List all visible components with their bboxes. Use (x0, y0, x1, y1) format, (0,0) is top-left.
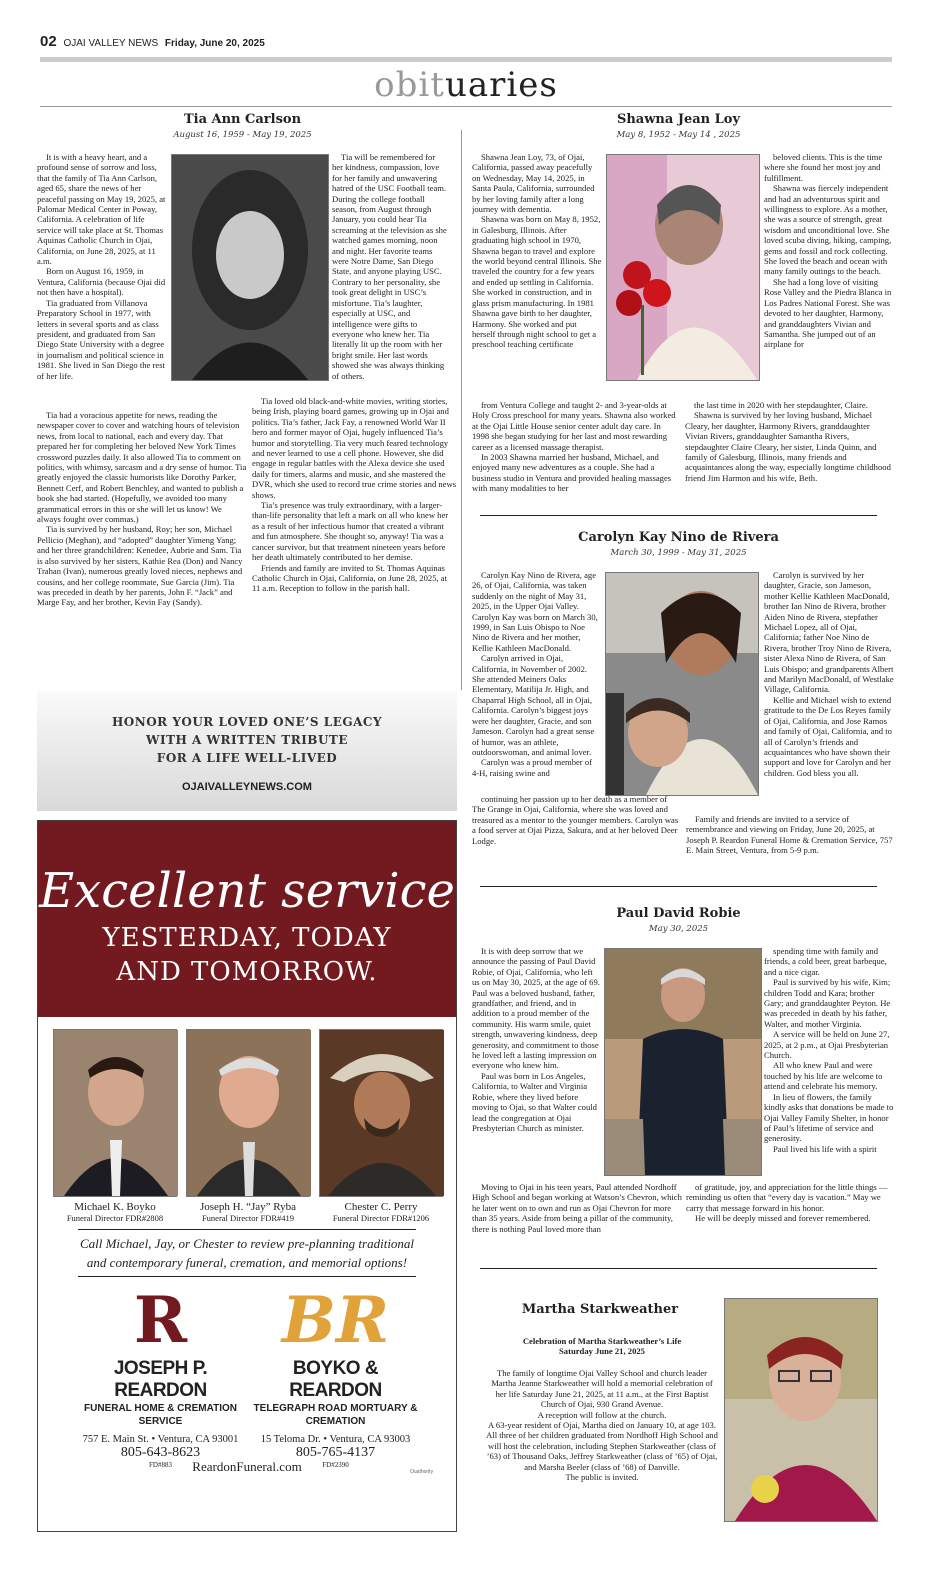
director-card (53, 1029, 177, 1223)
firm-subtitle: FUNERAL HOME & CREMATION SERVICE (84, 1403, 237, 1427)
obit-text: Tia will be remembered for her kindness, compassion, love for her family and unwavering hatred of the USC Football team. During the college football season, from August through January, you could hear Tia screaming at the television as she watched games morning, noon and night. Her favorite teams were Notre Dame, San Diego State, and anyone playing USC. Contrary to her personality, she took great delight in USC’s misfortune. Tia’s laughter, especially at USC, and intelligence were gifts to everyone who knew her. Tia literally lit up the room with her bright smile. Her last words showed she was always thinking of others. (332, 152, 447, 381)
section-title: obituaries (40, 64, 892, 107)
reardon-firm (78, 1283, 243, 1469)
ad-script-title: Excellent service (39, 863, 455, 919)
ad-banner (38, 821, 456, 1017)
ad-line: WITH A WRITTEN TRIBUTE (145, 733, 348, 747)
ad-subtitle: YESTERDAY, TODAY (102, 923, 392, 953)
director-photo (319, 1029, 443, 1197)
page-number: 02 (40, 33, 57, 50)
obit-text: Carolyn Kay Nino de Rivera, age 26, of Ojai, California, was taken suddenly on the night of May 31, 2025, in the Upper Ojai Valley. Carolyn Kay was born on March 30, 1999, in San Luis Obispo to Noe Nino de Rivera and her mother, Kellie Kathleen MacDonald. Carolyn arrived in Ojai, California, in November of 2002. She attended Meiners Oaks Elementary, Matilija Jr. High, and Chaparral High School, all in Ojai, California. Carolyn’s biggest joys were her daughter, Gracie, and son Jameson. Carolyn had a great sense of humor, was an athlete, outdoorswoman, and animal lover. Carolyn was a proud member of 4-H, raising swine and (472, 570, 598, 778)
divider (480, 515, 877, 516)
portrait-photo (605, 572, 759, 796)
obit-text: It is with deep sorrow that we announce the passing of Paul David Robie, of Ojai, California, who left us on May 30, 2025, at the age of 69. Paul was a beloved husband, father, grandfather, and friend, and in addition to a proud member of the community. His warm smile, quiet strength, unwavering kindness, deep generosity, and commitment to those he loved left a lasting impression on everyone who knew him. Paul was born in Los Angeles, California, to Walter and Virginia Robie, where they lived before moving to Ojai, so that Walter could lead the congregation at Ojai Presbyterian Church as minister. (472, 946, 600, 1133)
portrait-photo (724, 1298, 878, 1522)
obit-text: Shawna Jean Loy, 73, of Ojai, California, passed away peacefully on Wednesday, May 14, 2025, in Santa Paula, California, surrounded by her loving family after a long journey with dementia. Shawna was born on May 8, 1952, in Galesburg, Illinois. After graduating high school in 1970, Shawna began to travel and explore the world beyond central Illinois. She traveled the country for a few years and ended up settling in California. She worked in construction, and in glass prism manufacturing. In 1981 Shawna gave birth to her daughter, Harmony. She worked and put herself through night school to get a preschool teaching certificate (472, 152, 602, 350)
boyko-firm (253, 1283, 418, 1469)
obit-text: The family of longtime Ojai Valley School and church leader Martha Jeanne Starkweather will hold a memorial celebration of her life Saturday June 21, 2025, at 11 a.m., at the First Baptist Church of Ojai, 930 Grand Avenue. A reception will follow at the church. A 63-year resident of Ojai, Martha died on January 10, at age 103. All three of her children graduated from Nordhoff High School and will host the celebration, including Stephen Starkweather (class of ’63) of Thousand Oaks, Jeffrey Starkweather (class of ’65) of Ojai, and Marsha Beeler (class of ’68) of Danville. The public is invited. (486, 1368, 718, 1483)
obit-name: Paul David Robie (616, 906, 741, 921)
director-name: Joseph H. “Jay” Ryba (199, 1201, 297, 1213)
firm-subtitle: TELEGRAPH ROAD MORTUARY & CREMATION (253, 1403, 418, 1427)
director-card (186, 1029, 310, 1223)
issue-date: Friday, June 20, 2025 (164, 38, 265, 49)
obit-text: continuing her passion up to her death as a member of The Grange in Ojai, California, where she was loved and treasured as a mentor to the younger members. Carolyn was a food server at Ojai Pizza, Sakura, and at her beloved Deer Lodge. (472, 794, 679, 846)
ad-subtitle: AND TOMORROW. (116, 957, 378, 987)
tribute-ad[interactable] (37, 691, 457, 811)
director-photo (53, 1029, 177, 1197)
obit-name: Martha Starkweather (521, 1302, 679, 1317)
obit-name: Shawna Jean Loy (616, 112, 741, 127)
obit-name: Carolyn Kay Nino de Rivera (578, 530, 779, 545)
obit-text: from Ventura College and taught 2- and 3-year-olds at Holy Cross preschool for many years. Shawna also worked at the Ojai Little House senior center adult day care. In 1998 she began studying for her last and most rewarding career as a licensed massage therapist. In 2003 Shawna married her husband, Michael, and enjoyed many new adventures as a couple. She had a business studio in Ventura and provided healing massages with many modalities to her (472, 400, 676, 494)
obit-text: spending time with family and friends, a cold beer, great barbeque, and a nice cigar. Paul is survived by his wife, Kim; children Todd and Kara; brother Gary; and granddaughter Peyton. He was preceded in death by his father, Walter, and mother Virginia. A service will be held on June 27, 2025, at 2 p.m., at Ojai Presbyterian Church. All who knew Paul and were touched by his life are welcome to attend and celebrate his memory. In lieu of flowers, the family kindly asks that donations be made to Ojai Valley Family Shelter, in honor of Paul’s lifetime of service and generosity. Paul lived his life with a spirit (764, 946, 894, 1154)
obit-text: Tia had a voracious appetite for news, reading the newspaper cover to cover and watching hours of television news, from local to national, each and every day. That prepared her for completing her beloved New York Times crossword puzzles daily. It also allowed Tia to comment on politics, with whimsy, sarcasm and a dry sense of humor. Tia greatly enjoyed the classic humorists like Dorothy Parker, Bennett Cerf, and Robert Benchley, and wanted to publish a book she had started. (Hopefully, we avoided too many grammatical errors in this or she will let us know! We always fought over commas.) Tia is survived by her husband, Roy; her son, Michael Pellicio (Meghan), and “adopted” daughter Yimeng Yang; and her three grandchildren: Kenedee, Aubrie and Sam. Tia is also survived by her sisters, Kathie Rea (Don) and Nancy Trahan (Ivan), numerous greatly loved nieces, nephews and cousins, and her college roommate, Sue Garcia (Jim). Tia was preceded in death by her parents, John F. “Jack” and Marge Fay, and her brother, Kevin Fay (Sandy). (37, 410, 247, 608)
director-photo (186, 1029, 310, 1197)
obit-text: Family and friends are invited to a service of remembrance and viewing on Friday, June 20, 2025, at Joseph P. Reardon Funeral Home & Cremation Service, 757 E. Main Street, Ventura, from 5-9 p.m. (686, 814, 893, 856)
obit-dates: August 16, 1959 - May 19, 2025 (173, 130, 312, 140)
ad-call-to-action: Call Michael, Jay, or Chester to review pre-planning traditional and contemporary funeral, cremation, and memorial options! (79, 1236, 415, 1270)
reardon-logo: R (133, 1283, 188, 1358)
obit-dates: May 30, 2025 (648, 924, 709, 934)
boyko-logo: BR (281, 1283, 390, 1358)
firm-license: FD#2390 (322, 1461, 349, 1469)
ad-credit: Ouathority (410, 1469, 434, 1475)
obit-text: beloved clients. This is the time where she found her most joy and fulfillment. Shawna was fiercely independent and had an adventurous spirit and willingness to explore. As a mother, she was a source of strength, great wisdom and unconditional love. She loved scuba diving, hiking, camping, gems and fossil and rock collecting. She loved the beach and ocean with many family outings to the beach. She had a long love of visiting Rose Valley and the Piedra Blanca in Los Padres National Forest. She was devoted to her daughter, Harmony, and granddaughters Vivian and Samantha. She jumped out of an airplane for (764, 152, 892, 350)
column-divider (461, 130, 462, 690)
firm-address: 15 Teloma Dr. • Ventura, CA 93003 (260, 1434, 411, 1445)
director-title: Funeral Director FDR#419 (201, 1213, 295, 1223)
firm-name: BOYKO & REARDON (289, 1358, 382, 1401)
firm-address: 757 E. Main St. • Ventura, CA 93001 (82, 1434, 239, 1445)
portrait-photo (606, 154, 760, 381)
director-name: Michael K. Boyko (74, 1201, 156, 1213)
funeral-home-ad (37, 820, 457, 1532)
obit-text: Tia loved old black-and-white movies, writing stories, being Irish, playing board games, growing up in Ojai and politics. Tia’s father, Jack Fay, a renowned World War II hero and former mayor of Ojai, hugely influenced Tia’s humor and storytelling. Tia very much feared technology and never learned to use a cell phone. However, she did engage in regular battles with the Alexa device she used daily for timers, alarms and music, and she mastered the DVR, which she used to record true crime stories and news shows. Tia’s presence was truly extraordinary, with a larger-than-life personality that left a mark on all who knew her as a result of her infectious humor that created a vibrant and fun atmosphere. She thought so, anyway! Tia was a cancer survivor, but that treatment nineteen years before her death ultimately contributed to her demise. Friends and family are invited to St. Thomas Aquinas Catholic Church in Ojai, California, on June 28, 2025, at 11 a.m. Reception to follow in the parish hall. (252, 396, 457, 594)
firm-phone[interactable]: 805-643-8623 (120, 1445, 201, 1460)
obit-dates: March 30, 1999 - May 31, 2025 (610, 548, 747, 558)
celebration-heading: Celebration of Martha Starkweather’s Life Saturday June 21, 2025 (522, 1336, 682, 1357)
page-header (40, 33, 892, 62)
obit-name: Tia Ann Carlson (183, 112, 302, 127)
firm-name: JOSEPH P. REARDON (113, 1358, 208, 1401)
obit-text: of gratitude, joy, and appreciation for the little things — reminding us often that “every day is vacation.” May we carry that message forward in his honor. He will be deeply missed and forever remembered. (686, 1182, 888, 1224)
director-title: Funeral Director FDR#1206 (332, 1213, 430, 1223)
obit-text: Carolyn is survived by her daughter, Gracie, son Jameson, mother Kellie Kathleen MacDonald, brother Ian Nino de Rivera, brother Aiden Nino de Rivera, stepfather Michael Lopez, all of Ojai, California; father Noe Nino de Rivera, brother Troy Nino de Rivera, sister Alexa Nino de Rivera, of San Luis Obispo; and grandparents Albert and Marilyn MacDonald, of Westlake Village, California. Kellie and Michael wish to extend gratitude to the De Los Reyes family of Ojai, California, and Jose Ramos and family of Ojai, California, and to all of Carolyn’s friends and acquaintances who have shown their support and love for Carolyn and her children. God bless you all. (764, 570, 894, 778)
divider (480, 886, 877, 887)
firm-phone[interactable]: 805-765-4137 (295, 1445, 376, 1460)
paper-name: OJAI VALLEY NEWS (63, 38, 159, 49)
ad-line: FOR A LIFE WELL-LIVED (156, 751, 338, 765)
obit-text: It is with a heavy heart, and a profound sense of sorrow and loss, that the family of Tia Ann Carlson, aged 65, share the news of her peaceful passing on May 19, 2025, at Palomar Medical Center in Poway, California. A celebration of life service will take place at St. Thomas Aquinas Catholic Church in Ojai, California, on June 28, 2025, at 11 a.m. Born on August 16, 1959, in Ventura, California (because Ojai did not then have a hospital). Tia graduated from Villanova Preparatory School in 1977, with letters in several sports and as class president, and graduated from San Diego State University with a degree in journalism and political science in 1981. She lived in San Diego the rest of her life. (37, 152, 166, 381)
obit-text: Moving to Ojai in his teen years, Paul attended Nordhoff High School and began working at Watson’s Chevron, which he later went on to own and run as Ojai Chevron for more than 35 years. Aside from being a pillar of the community, there is nothing Paul loved more than (472, 1182, 682, 1234)
obit-dates: May 8, 1952 - May 14 , 2025 (616, 130, 741, 140)
firm-license: FD#883 (149, 1461, 172, 1469)
director-name: Chester C. Perry (344, 1201, 418, 1213)
firm-website[interactable]: ReardonFuneral.com (192, 1459, 302, 1474)
director-card (319, 1029, 443, 1223)
obit-text: the last time in 2020 with her stepdaughter, Claire. Shawna is survived by her loving husband, Michael Cleary, her daughter, Harmony Rivers, granddaughter Vivian Rivers, granddaughter Samantha Rivers, stepdaughter Claire Cleary, her sister, Linda Quinn, and family of Galesburg, Illinois, many friends and acquaintances along the way, especially longtime childhood friend Jim Harmon and his wife, Beth. (685, 400, 891, 483)
ad-line: HONOR YOUR LOVED ONE’S LEGACY (111, 715, 383, 729)
ad-url[interactable]: OJAIVALLEYNEWS.COM (182, 781, 312, 793)
portrait-photo (171, 154, 329, 381)
director-title: Funeral Director FDR#2808 (66, 1213, 164, 1223)
portrait-photo (604, 948, 762, 1176)
divider (480, 1268, 877, 1269)
